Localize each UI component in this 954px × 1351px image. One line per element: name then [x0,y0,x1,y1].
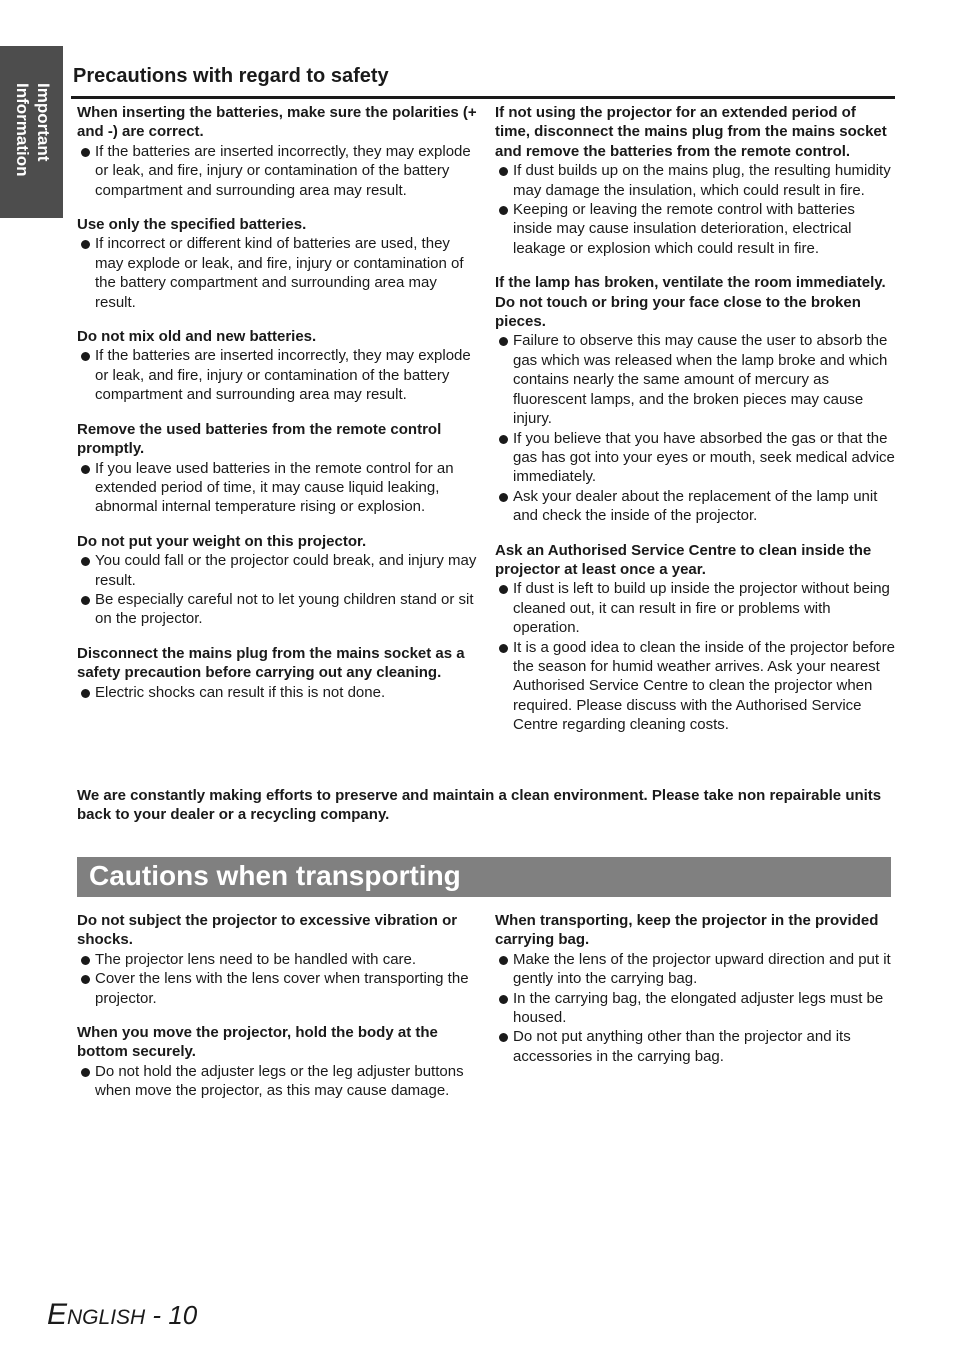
side-tab-label [12,83,54,177]
bullet-item: Do not hold the adjuster legs or the leg adjuster buttons when move the projector, as this may cause damage. [77,1062,477,1101]
bullet-item: Do not put anything other than the projector and its accessories in the carrying bag. [495,1027,895,1066]
page-footer [47,1297,197,1336]
precaution-block [495,911,895,1066]
precaution-heading: When inserting the batteries, make sure the polarities (+ and -) are correct. [77,104,477,141]
precaution-heading: Disconnect the mains plug from the mains socket as a safety precaution before carrying out any cleaning. [77,644,465,682]
precaution-block [77,103,477,200]
side-tab-line-1: Important [34,83,53,162]
precaution-bullets [495,579,895,734]
precaution-bullets [77,551,477,629]
precaution-bullets [77,234,477,312]
precaution-block [495,541,895,735]
bullet-item: Keeping or leaving the remote control with batteries inside may cause insulation deterioration, electrical leakage or explosion which could result in fire. [495,200,895,258]
precaution-block [77,1023,477,1101]
section-title: Precautions with regard to safety [73,65,389,87]
precaution-block [495,103,895,258]
safety-left-column [77,103,477,717]
footer-separator: - [145,1300,169,1330]
precaution-block [77,420,477,517]
precaution-heading: If not using the projector for an extended period of time, disconnect the mains plug from the mains socket and remove the batteries from the remote control. [495,104,887,160]
precaution-bullets [77,142,477,200]
bullet-item: If incorrect or different kind of batteries are used, they may explode or leak, and fire, injury or contamination of the battery compartment and surrounding area may result. [77,234,477,312]
footer-first-letter: E [47,1298,68,1331]
precaution-bullets [495,161,895,258]
precaution-block [77,327,477,405]
page-number: 10 [168,1300,198,1330]
bullet-item: The projector lens need to be handled with care. [77,950,477,969]
bullet-item: If dust builds up on the mains plug, the resulting humidity may damage the insulation, which could result in fire. [495,161,895,200]
bullet-item: You could fall or the projector could break, and injury may result. [77,551,477,590]
environment-notice: We are constantly making efforts to preserve and maintain a clean environment. Please take non repairable units back to your dealer or a recycling company. [77,787,882,824]
precaution-block [77,532,477,629]
footer-word: NGLISH [67,1306,146,1329]
precaution-block [77,215,477,312]
bullet-item: Ask your dealer about the replacement of the lamp unit and check the inside of the projector. [495,487,895,526]
precaution-heading: Ask an Authorised Service Centre to clean inside the projector at least once a year. [495,541,872,578]
precaution-heading: When transporting, keep the projector in the provided carrying bag. [495,912,879,949]
title-rule [71,96,895,99]
precaution-bullets [77,683,477,702]
transport-left-column [77,911,477,1116]
bullet-item: It is a good idea to clean the inside of the projector before the season for humid weather arrives. Ask your nearest Authorised Service Centre to clean the projector when required. Please discuss with the Authorised Service Centre regarding cleaning costs. [495,638,895,735]
bullet-item: Cover the lens with the lens cover when transporting the projector. [77,969,477,1008]
precaution-heading: Do not put your weight on this projector. [77,532,367,550]
bullet-item: Electric shocks can result if this is not done. [77,683,477,702]
precaution-bullets [77,346,477,404]
transport-banner [77,857,891,897]
precaution-heading: Do not subject the projector to excessive vibration or shocks. [77,912,458,949]
bullet-item: If dust is left to build up inside the projector without being cleaned out, it can result in fire or problems with operation. [495,579,895,637]
bullet-item: Be especially careful not to let young children stand or sit on the projector. [77,590,477,629]
transport-title: Cautions when transporting [89,860,461,891]
precaution-bullets [77,1062,477,1101]
bullet-item: If you leave used batteries in the remote control for an extended period of time, it may cause liquid leaking, abnormal internal temperature rising or explosion. [77,459,477,517]
precaution-bullets [77,459,477,517]
precaution-heading: If the lamp has broken, ventilate the room immediately. Do not touch or bring your face close to the broken pieces. [495,274,886,331]
bullet-item: Failure to observe this may cause the user to absorb the gas which was released when the lamp broke and which contains nearly the same amount of mercury as fluorescent lamps, and the broken pieces may cause injury. [495,331,895,428]
bullet-item: If the batteries are inserted incorrectly, they may explode or leak, and fire, injury or contamination of the battery compartment and surrounding area may result. [77,346,477,404]
safety-right-column [495,103,895,750]
bullet-item: Make the lens of the projector upward direction and put it gently into the carrying bag. [495,950,895,989]
precaution-bullets [495,950,895,1066]
precaution-heading: Remove the used batteries from the remote control promptly. [77,420,442,458]
bullet-item: If you believe that you have absorbed the gas or that the gas has got into your eyes or mouth, seek medical advice immediately. [495,429,895,487]
precaution-block [495,273,895,525]
bullet-item: If the batteries are inserted incorrectly, they may explode or leak, and fire, injury or contamination of the battery compartment and surrounding area may result. [77,142,477,200]
precaution-heading: Use only the specified batteries. [77,216,307,234]
precaution-heading: Do not mix old and new batteries. [77,328,317,346]
bullet-item: In the carrying bag, the elongated adjuster legs must be housed. [495,989,895,1028]
precaution-bullets [77,950,477,1008]
transport-right-column [495,911,895,1081]
precaution-heading: When you move the projector, hold the body at the bottom securely. [77,1024,438,1061]
precaution-block [77,644,477,702]
side-tab-important-information [0,46,63,218]
precaution-bullets [495,331,895,525]
side-tab-line-2: Information [13,83,32,177]
precaution-block [77,911,477,1008]
